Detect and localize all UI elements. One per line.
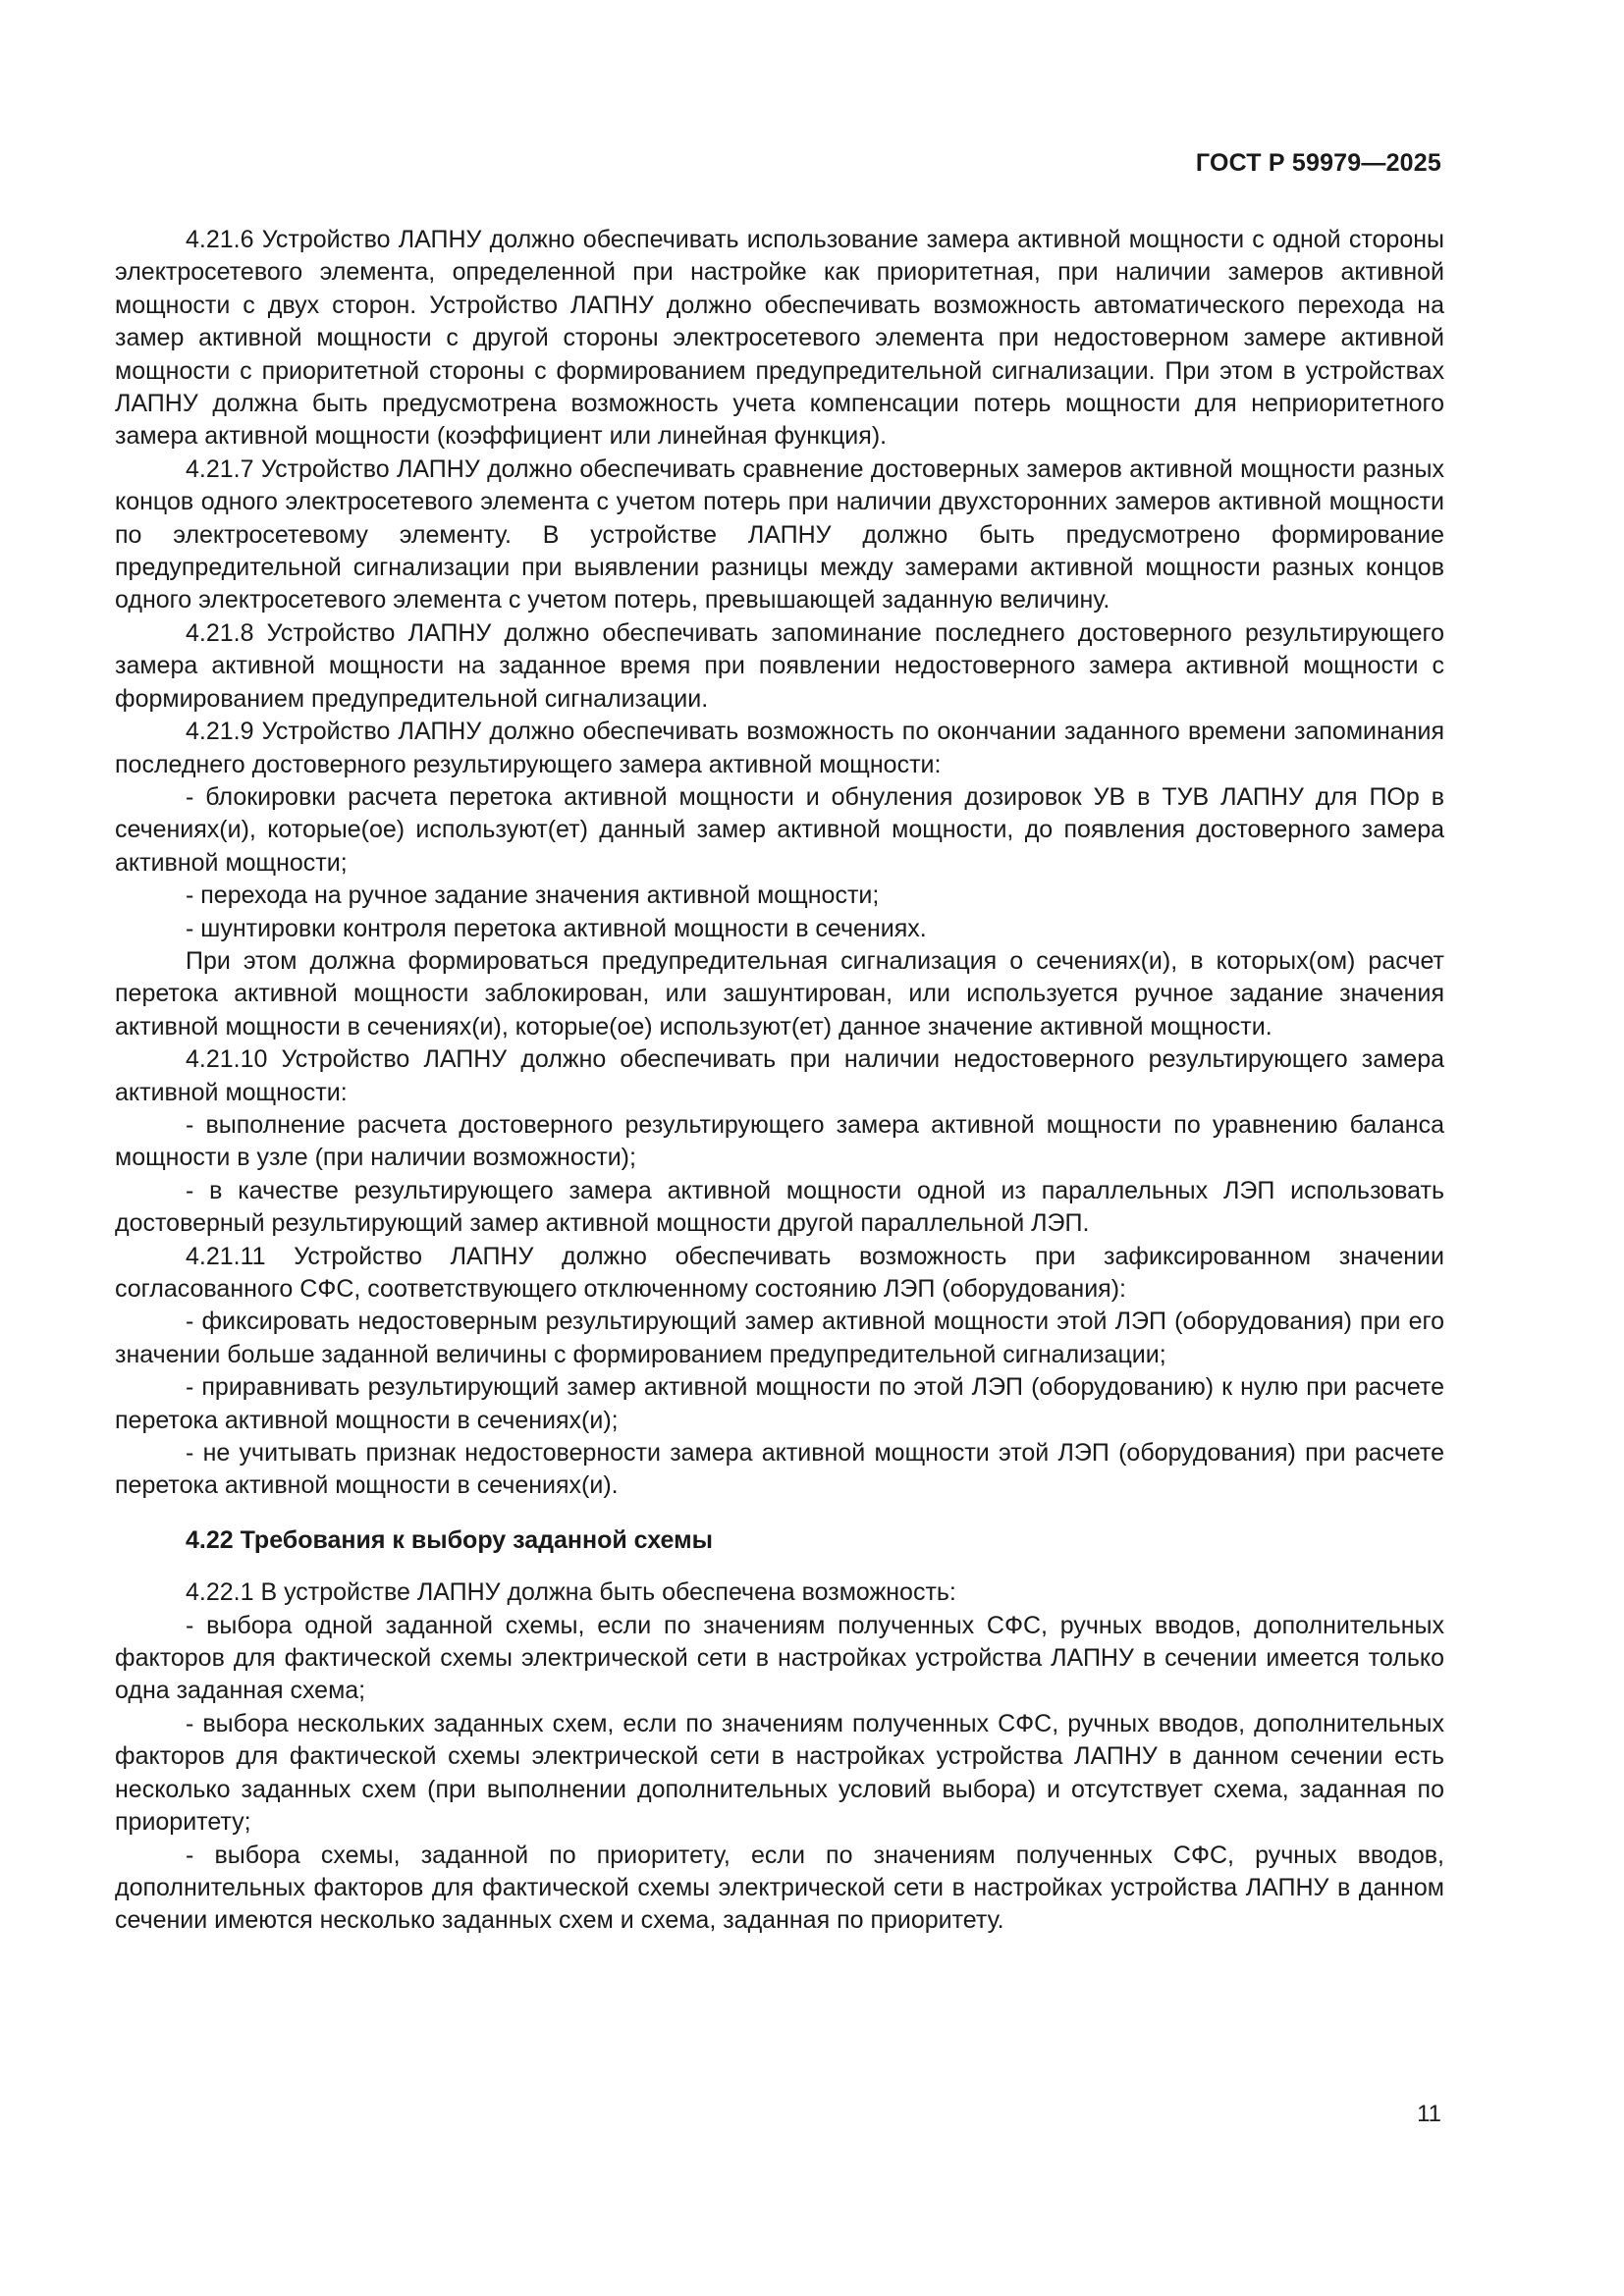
list-item: - выбора одной заданной схемы, если по значениям полученных СФС, ручных вводов, дополнительных факторов для фактической схемы электрической сети в настройках устройства ЛАПНУ в сечении имеется только одна заданная схема;: [115, 1611, 1444, 1705]
paragraph-4-21-9: 4.21.9 Устройство ЛАПНУ должно обеспечивать возможность по окончании заданного времени запоминания последнего достоверного результирующего замера активной мощности:: [115, 718, 1444, 778]
list-item: - приравнивать результирующий замер активной мощности по этой ЛЭП (оборудованию) к нулю при расчете перетока активной мощности в сечениях(и);: [115, 1373, 1444, 1434]
section-heading-4-22: 4.22 Требования к выбору заданной схемы: [186, 1525, 713, 1554]
list-item: - не учитывать признак недостоверности замера активной мощности этой ЛЭП (оборудования) при расчете перетока активной мощности в сечениях(и).: [115, 1439, 1444, 1500]
paragraph-4-21-10: 4.21.10 Устройство ЛАПНУ должно обеспечивать при наличии недостоверного результирующего замера активной мощности:: [115, 1045, 1444, 1106]
list-item: - выбора нескольких заданных схем, если по значениям полученных СФС, ручных вводов, дополнительных факторов для фактической схемы электрической сети в настройках устройства ЛАПНУ в данном сечении есть несколько заданных схем (при выполнении дополнительных условий выбора) и отсутствует схема, заданная по приоритету;: [115, 1709, 1444, 1837]
page-number: 11: [1417, 2101, 1441, 2127]
list-item: - в качестве результирующего замера активной мощности одной из параллельных ЛЭП использовать достоверный результирующий замер активной мощности другой параллельной ЛЭП.: [115, 1176, 1444, 1238]
list-item: - фиксировать недостоверным результирующий замер активной мощности этой ЛЭП (оборудования) при его значении больше заданной величины с формированием предупредительной сигнализации;: [115, 1308, 1444, 1368]
list-item: - выбора схемы, заданной по приоритету, если по значениям полученных СФС, ручных вводов, дополнительных факторов для фактической схемы электрической сети в настройках устройства ЛАПНУ в данном сечении имеются несколько заданных схем и схема, заданная по приоритету.: [115, 1841, 1444, 1935]
paragraph-4-22-1: 4.22.1 В устройстве ЛАПНУ должна быть обеспечена возможность:: [186, 1578, 956, 1607]
document-body: [115, 224, 1444, 1938]
paragraph-4-21-8: 4.21.8 Устройство ЛАПНУ должно обеспечивать запоминание последнего достоверного результирующего замера активной мощности на заданное время при появлении недостоверного замера активной мощности с формированием предупредительной сигнализации.: [115, 618, 1444, 713]
document-id-header: ГОСТ Р 59979—2025: [1195, 149, 1441, 177]
paragraph-4-21-6: 4.21.6 Устройство ЛАПНУ должно обеспечивать использование замера активной мощности с одной стороны электросетевого элемента, определенной при настройке как приоритетная, при наличии замеров активной мощности с двух сторон. Устройство ЛАПНУ должно обеспечивать возможность автоматического перехода на замер активной мощности с другой стороны электросетевого элемента при недостоверном замере активной мощности с приоритетной стороны с формированием предупредительной сигнализации. При этом в устройствах ЛАПНУ должна быть предусмотрена возможность учета компенсации потерь мощности для неприоритетного замера активной мощности (коэффициент или линейная функция).: [115, 226, 1444, 451]
list-item: - выполнение расчета достоверного результирующего замера активной мощности по уравнению баланса мощности в узле (при наличии возможности);: [115, 1110, 1444, 1172]
list-item: - перехода на ручное задание значения активной мощности;: [186, 881, 880, 910]
list-item: - шунтировки контроля перетока активной мощности в сечениях.: [186, 914, 927, 942]
list-item: - блокировки расчета перетока активной мощности и обнуления дозировок УВ в ТУВ ЛАПНУ для ПОр в сечениях(и), которые(ое) используют(ет) данный замер активной мощности, до появления достоверного замера активной мощности;: [115, 782, 1444, 877]
paragraph-4-21-7: 4.21.7 Устройство ЛАПНУ должно обеспечивать сравнение достоверных замеров активной мощности разных концов одного электросетевого элемента с учетом потерь при наличии двухсторонних замеров активной мощности по электросетевому элементу. В устройстве ЛАПНУ должно быть предусмотрено формирование предупредительной сигнализации при выявлении разницы между замерами активной мощности разных концов одного электросетевого элемента с учетом потерь, превышающей заданную величину.: [115, 454, 1444, 614]
paragraph-note: При этом должна формироваться предупредительная сигнализация о сечениях(и), в которых(ом) расчет перетока активной мощности заблокирован, или зашунтирован, или используется ручное задание значения активной мощности в сечениях(и), которые(ое) используют(ет) данное значение активной мощности.: [115, 946, 1444, 1041]
paragraph-4-21-11: 4.21.11 Устройство ЛАПНУ должно обеспечивать возможность при зафиксированном значении согласованного СФС, соответствующего отключенному состоянию ЛЭП (оборудования):: [115, 1242, 1444, 1303]
